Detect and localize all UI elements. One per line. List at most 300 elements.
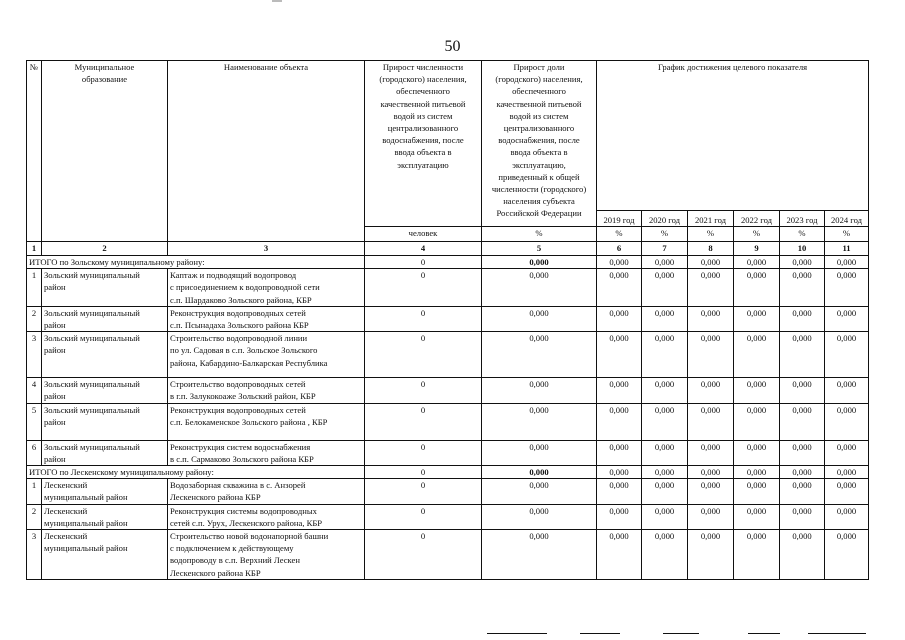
value-cell <box>734 378 780 403</box>
cell-text: 3 <box>263 243 269 253</box>
value-cell <box>482 269 597 307</box>
cell-text: 0,000 <box>529 333 549 344</box>
total-value <box>365 466 482 479</box>
unit-percent <box>597 227 642 242</box>
municipality-cell <box>42 269 168 307</box>
cell-text: 0,000 <box>529 531 549 542</box>
value-cell <box>688 332 734 378</box>
cell-text: 0,000 <box>700 404 721 415</box>
cell-text: Лескенского района КБР <box>170 567 261 578</box>
cell-text: Лескенский <box>44 531 88 542</box>
cell-text: 0,000 <box>746 531 767 542</box>
cell-text: 0,000 <box>654 333 675 344</box>
header-year <box>825 211 869 227</box>
cell-text: водопроводу в с.п. Верхний Лескен <box>170 555 300 566</box>
cell-text: 0,000 <box>609 404 629 415</box>
cell-text: 0 <box>420 467 426 478</box>
total-value <box>482 466 597 479</box>
cell-text: График достижения целевого показателя <box>657 62 808 72</box>
cell-text: 0,000 <box>746 270 767 281</box>
cell-text: 0,000 <box>529 270 549 281</box>
cell-text: 0 <box>420 307 426 318</box>
total-value <box>780 466 825 479</box>
total-value <box>734 466 780 479</box>
cell-text: ИТОГО по Зольскому муниципальному району: <box>29 257 205 267</box>
object-row <box>27 306 869 331</box>
unit-percent <box>734 227 780 242</box>
header-municipality <box>42 61 168 242</box>
value-cell <box>482 530 597 580</box>
cell-text: ввода объекта в <box>510 147 568 158</box>
cell-text: 11 <box>842 243 851 253</box>
cell-text: Каптаж и подводящий водопровод <box>170 270 297 281</box>
cell-text: Водозаборная скважина в с. Анзорей <box>170 480 306 491</box>
value-cell <box>825 378 869 403</box>
cell-text: 0,000 <box>836 307 857 318</box>
value-cell <box>825 269 869 307</box>
cell-text: 0,000 <box>700 467 721 478</box>
cell-text: % <box>615 228 623 238</box>
value-cell <box>482 306 597 331</box>
cell-text: 0,000 <box>836 270 857 281</box>
cell-text: 0,000 <box>609 270 629 281</box>
cell-text: 0,000 <box>746 480 767 491</box>
cell-text: № <box>29 62 39 72</box>
cell-text: Зольский муниципальный <box>44 333 140 344</box>
value-cell <box>597 479 642 504</box>
value-cell <box>734 403 780 440</box>
value-cell <box>825 504 869 529</box>
cell-text: 2 <box>102 243 107 253</box>
cell-text: 0,000 <box>836 257 857 267</box>
cell-text: Строительство водопроводных сетей <box>170 379 306 390</box>
cell-text: 0,000 <box>654 379 675 390</box>
header-object <box>168 61 365 242</box>
value-cell <box>482 378 597 403</box>
object-row <box>27 269 869 307</box>
value-cell <box>734 306 780 331</box>
column-number <box>734 242 780 256</box>
cell-text: 0,000 <box>792 531 812 542</box>
header-pop-growth <box>365 61 482 227</box>
cell-text: 0,000 <box>746 404 767 415</box>
object-row <box>27 403 869 440</box>
value-cell <box>734 530 780 580</box>
row-number <box>27 378 42 403</box>
cell-text: Реконструкция систем водоснабжения <box>170 441 311 452</box>
value-cell <box>825 479 869 504</box>
cell-text: % <box>798 228 806 238</box>
cell-text: 0,000 <box>792 307 812 318</box>
cell-text: 6 <box>616 243 622 253</box>
value-cell <box>365 440 482 465</box>
cell-text: Строительство водопроводной линии <box>170 333 308 344</box>
cell-text: % <box>752 228 761 238</box>
value-cell <box>597 306 642 331</box>
cell-text: 0,000 <box>609 441 629 452</box>
cell-text: в с.п. Сармаково Зольского района КБР <box>170 453 314 464</box>
value-cell <box>688 306 734 331</box>
header-share-growth <box>482 61 597 227</box>
row-number <box>27 403 42 440</box>
cell-text: 0,000 <box>700 505 721 516</box>
cell-text: муниципальный район <box>44 543 128 554</box>
value-cell <box>642 378 688 403</box>
cell-text: 0,000 <box>746 379 767 390</box>
cell-text: 0,000 <box>836 480 857 491</box>
cell-text: 0,000 <box>746 441 767 452</box>
object-name-cell <box>168 479 365 504</box>
data-table <box>26 60 869 580</box>
total-value <box>688 256 734 269</box>
cell-text: 0,000 <box>609 467 629 478</box>
column-numbers-row <box>27 242 869 256</box>
cell-text: 0,000 <box>700 333 721 344</box>
cell-text: 0,000 <box>529 307 549 318</box>
cell-text: 0,000 <box>609 531 629 542</box>
cell-text: район <box>44 345 66 356</box>
cell-text: 0,000 <box>700 270 721 281</box>
value-cell <box>365 403 482 440</box>
municipality-cell <box>42 306 168 331</box>
group-total-row <box>27 256 869 269</box>
row-number <box>27 332 42 378</box>
column-number <box>482 242 597 256</box>
cell-text: 0,000 <box>654 531 675 542</box>
cell-text: приведенный к общей <box>498 171 580 182</box>
cell-text: район <box>44 320 66 331</box>
value-cell <box>597 530 642 580</box>
cell-text: 10 <box>797 243 807 253</box>
cell-text: Прирост доли <box>513 62 565 72</box>
cell-text: 0 <box>420 270 426 281</box>
scan-mark <box>272 0 282 2</box>
cell-text: с.п. Белокаменское Зольского района , КБР <box>170 416 328 427</box>
total-value <box>642 256 688 269</box>
cell-text: 0,000 <box>654 270 675 281</box>
municipality-cell <box>42 504 168 529</box>
value-cell <box>688 440 734 465</box>
cell-text: 2023 год <box>786 214 818 225</box>
cell-text: централизованного <box>503 123 575 134</box>
object-row <box>27 504 869 529</box>
cell-text: Реконструкция водопроводных сетей <box>170 307 306 318</box>
cell-text: 1 <box>31 243 37 253</box>
cell-text: 0,000 <box>836 467 857 478</box>
value-cell <box>365 269 482 307</box>
cell-text: 8 <box>708 243 713 253</box>
cell-text: 0,000 <box>529 257 549 267</box>
underline-mark <box>663 633 699 634</box>
total-value <box>688 466 734 479</box>
cell-text: 0 <box>420 441 426 452</box>
cell-text: централизованного <box>387 123 459 134</box>
value-cell <box>780 403 825 440</box>
municipality-cell <box>42 378 168 403</box>
value-cell <box>365 530 482 580</box>
column-number <box>688 242 734 256</box>
value-cell <box>825 440 869 465</box>
cell-text: ввода объекта в <box>394 147 452 158</box>
value-cell <box>642 479 688 504</box>
cell-text: 0 <box>420 379 426 390</box>
cell-text: 3 <box>31 531 37 542</box>
cell-text: 0,000 <box>746 333 767 344</box>
cell-text: 9 <box>754 243 759 253</box>
cell-text: 0,000 <box>529 480 549 491</box>
unit-percent <box>825 227 869 242</box>
value-cell <box>642 306 688 331</box>
cell-text: 3 <box>31 333 37 344</box>
row-number <box>27 530 42 580</box>
cell-text: с присоединением к водопроводной сети <box>170 282 320 293</box>
cell-text: Российской Федерации <box>496 208 582 219</box>
object-row <box>27 479 869 504</box>
total-value <box>734 256 780 269</box>
municipality-cell <box>42 530 168 580</box>
object-name-cell <box>168 332 365 378</box>
cell-text: 0,000 <box>746 257 767 267</box>
cell-text: 0,000 <box>700 257 721 267</box>
total-value <box>642 466 688 479</box>
cell-text: человек <box>408 228 438 238</box>
cell-text: 0,000 <box>609 480 629 491</box>
cell-text: с подключением к действующему <box>170 543 294 554</box>
cell-text: Зольский муниципальный <box>44 404 140 415</box>
cell-text: район <box>44 416 66 427</box>
value-cell <box>482 403 597 440</box>
cell-text: 0,000 <box>746 307 767 318</box>
object-row <box>27 332 869 378</box>
cell-text: водой из систем <box>509 110 569 121</box>
value-cell <box>734 269 780 307</box>
group-total-row <box>27 466 869 479</box>
cell-text: 0,000 <box>700 480 721 491</box>
value-cell <box>365 504 482 529</box>
cell-text: 0,000 <box>700 441 721 452</box>
value-cell <box>780 440 825 465</box>
cell-text: 0,000 <box>654 441 675 452</box>
cell-text: эксплуатацию <box>397 159 449 170</box>
cell-text: 0,000 <box>792 333 812 344</box>
value-cell <box>780 504 825 529</box>
object-row <box>27 440 869 465</box>
value-cell <box>825 530 869 580</box>
value-cell <box>642 530 688 580</box>
cell-text: 0,000 <box>529 467 549 478</box>
cell-text: 0,000 <box>609 307 629 318</box>
cell-text: Прирост численности <box>382 62 464 72</box>
cell-text: Зольский муниципальный <box>44 270 140 281</box>
column-number <box>642 242 688 256</box>
cell-text: качественной питьевой <box>380 98 466 109</box>
total-value <box>825 256 869 269</box>
value-cell <box>688 479 734 504</box>
value-cell <box>642 332 688 378</box>
municipality-cell <box>42 440 168 465</box>
cell-text: 0 <box>420 333 426 344</box>
header-schedule <box>597 61 869 211</box>
cell-text: 0,000 <box>654 404 675 415</box>
header-year <box>688 211 734 227</box>
cell-text: качественной питьевой <box>496 98 582 109</box>
cell-text: 0,000 <box>836 531 857 542</box>
value-cell <box>482 332 597 378</box>
cell-text: 4 <box>420 243 426 253</box>
value-cell <box>365 378 482 403</box>
total-value <box>825 466 869 479</box>
cell-text: 1 <box>31 270 37 281</box>
cell-text: 0,000 <box>792 505 812 516</box>
cell-text: 0,000 <box>609 333 629 344</box>
row-number <box>27 504 42 529</box>
column-number <box>27 242 42 256</box>
cell-text: 0,000 <box>529 505 549 516</box>
value-cell <box>597 332 642 378</box>
cell-text: Реконструкция системы водопроводных <box>170 505 317 516</box>
cell-text: 0,000 <box>836 404 857 415</box>
value-cell <box>688 403 734 440</box>
value-cell <box>688 504 734 529</box>
object-name-cell <box>168 440 365 465</box>
cell-text: Наименование объекта <box>223 62 309 72</box>
value-cell <box>780 332 825 378</box>
cell-text: 0,000 <box>700 307 721 318</box>
cell-text: 2019 год <box>603 214 635 225</box>
underline-mark <box>580 633 620 634</box>
unit-percent <box>688 227 734 242</box>
cell-text: Лескенский <box>44 505 88 516</box>
cell-text: 0,000 <box>836 441 857 452</box>
cell-text: водоснабжения, после <box>498 135 580 146</box>
total-value <box>780 256 825 269</box>
total-value <box>597 256 642 269</box>
table-body <box>27 61 869 580</box>
value-cell <box>780 378 825 403</box>
object-row <box>27 378 869 403</box>
cell-text: 0,000 <box>654 257 675 267</box>
cell-text: обеспеченного <box>396 86 450 97</box>
cell-text: ИТОГО по Лескенскому муниципальному району: <box>29 467 214 478</box>
value-cell <box>780 479 825 504</box>
object-name-cell <box>168 378 365 403</box>
cell-text: 0,000 <box>792 270 812 281</box>
value-cell <box>688 530 734 580</box>
cell-text: % <box>706 228 715 238</box>
cell-text: район <box>44 282 66 293</box>
cell-text: муниципальный район <box>44 517 128 528</box>
value-cell <box>825 403 869 440</box>
unit-percent <box>642 227 688 242</box>
cell-text: населения субъекта <box>503 196 575 207</box>
object-name-cell <box>168 306 365 331</box>
cell-text: 0 <box>420 480 426 491</box>
column-number <box>42 242 168 256</box>
value-cell <box>365 332 482 378</box>
cell-text: 0,000 <box>529 441 549 452</box>
cell-text: район <box>44 391 66 402</box>
cell-text: 0,000 <box>792 404 812 415</box>
cell-text: 2024 год <box>830 214 863 225</box>
value-cell <box>734 504 780 529</box>
header-year <box>642 211 688 227</box>
cell-text: 0,000 <box>836 505 857 516</box>
header-no <box>27 61 42 242</box>
value-cell <box>825 306 869 331</box>
unit-people <box>365 227 482 242</box>
cell-text: водоснабжения, после <box>382 135 464 146</box>
value-cell <box>642 504 688 529</box>
cell-text: 0 <box>420 505 426 516</box>
cell-text: 0,000 <box>746 505 767 516</box>
cell-text: 2022 год <box>740 214 773 225</box>
cell-text: 0,000 <box>529 404 549 415</box>
value-cell <box>597 440 642 465</box>
value-cell <box>597 269 642 307</box>
cell-text: (городского) населения, <box>495 74 583 85</box>
cell-text: 0,000 <box>792 441 812 452</box>
cell-text: 0,000 <box>654 480 675 491</box>
cell-text: муниципальный район <box>44 492 128 503</box>
column-number <box>825 242 869 256</box>
value-cell <box>734 479 780 504</box>
cell-text: 0,000 <box>746 467 767 478</box>
cell-text: 2020 год <box>648 214 681 225</box>
value-cell <box>825 332 869 378</box>
underline-mark <box>487 633 547 634</box>
header-year <box>780 211 825 227</box>
value-cell <box>482 479 597 504</box>
column-number <box>780 242 825 256</box>
value-cell <box>688 269 734 307</box>
cell-text: район <box>44 453 66 464</box>
cell-text: 0 <box>420 404 426 415</box>
municipality-cell <box>42 403 168 440</box>
value-cell <box>365 306 482 331</box>
cell-text: 0,000 <box>654 505 675 516</box>
column-number <box>365 242 482 256</box>
unit-percent <box>780 227 825 242</box>
object-row <box>27 530 869 580</box>
total-value <box>365 256 482 269</box>
cell-text: Зольский муниципальный <box>44 441 140 452</box>
cell-text: сетей с.п. Урух, Лескенского района, КБР <box>170 517 323 528</box>
cell-text: водой из систем <box>393 110 453 121</box>
page-number: 50 <box>444 38 461 55</box>
total-value <box>597 466 642 479</box>
value-cell <box>642 440 688 465</box>
cell-text: Реконструкция водопроводных сетей <box>170 404 306 415</box>
row-number <box>27 440 42 465</box>
value-cell <box>597 378 642 403</box>
cell-text: 4 <box>31 379 37 390</box>
cell-text: 0,000 <box>609 379 629 390</box>
header-year <box>597 211 642 227</box>
cell-text: 0,000 <box>792 379 812 390</box>
cell-text: 0,000 <box>792 480 812 491</box>
group-total-label <box>27 256 365 269</box>
column-number <box>168 242 365 256</box>
cell-text: 0,000 <box>609 257 629 267</box>
object-name-cell <box>168 530 365 580</box>
cell-text: Зольский муниципальный <box>44 307 140 318</box>
cell-text: с.п. Шардаково Зольского района, КБР <box>170 294 312 305</box>
cell-text: с.п. Псынадаха Зольского района КБР <box>170 320 309 331</box>
cell-text: 0,000 <box>529 379 549 390</box>
cell-text: численности (городского) <box>491 184 587 195</box>
cell-text: 2021 год <box>694 214 727 225</box>
cell-text: 0,000 <box>700 379 721 390</box>
